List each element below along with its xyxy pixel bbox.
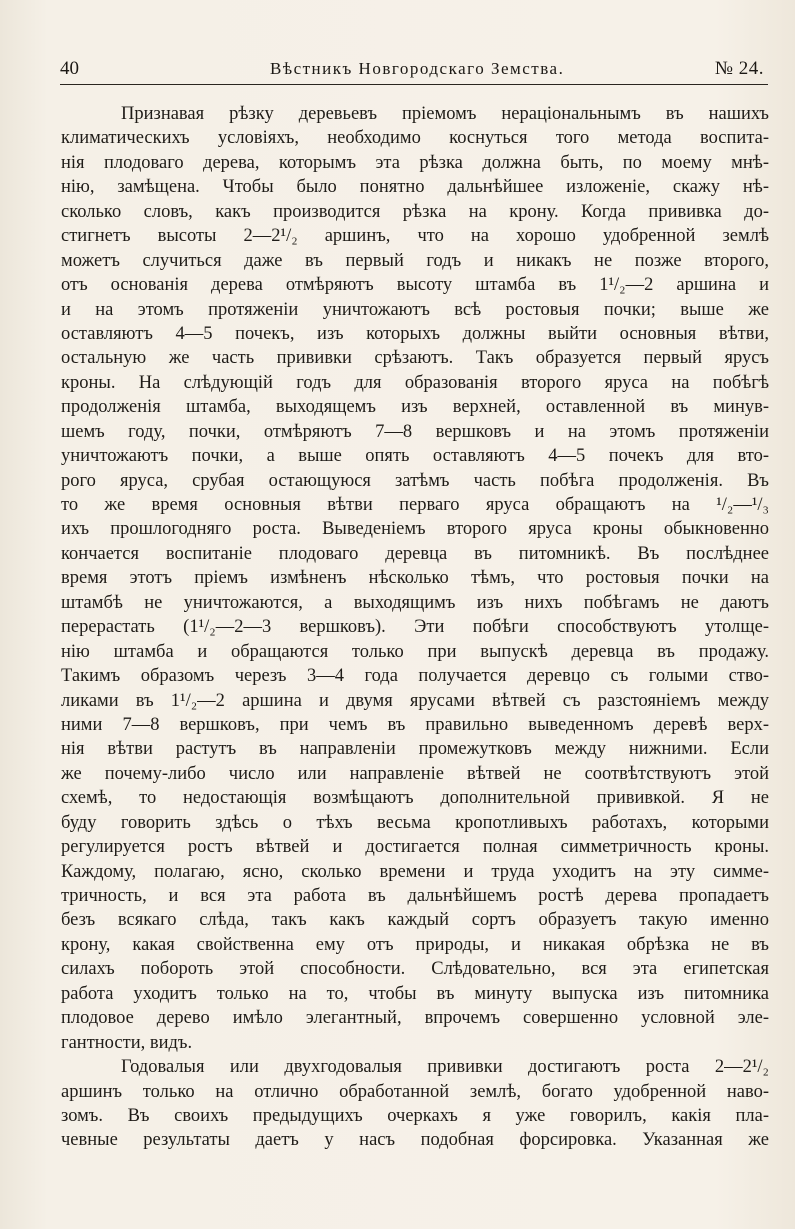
text-line: нія плодоваго дерева, которымъ эта рѣзка должна быть, по моему мнѣ-: [61, 152, 769, 173]
paragraph: [61, 1055, 769, 1153]
text-line: схемѣ, то недостающія возмѣщаютъ дополнительной прививкой. Я не: [61, 788, 769, 809]
text-line: Такимъ образомъ черезъ 3—4 года получается деревцо съ голыми ство-: [61, 666, 769, 687]
text-line: Годовалыя или двухгодовалыя прививки достигаютъ роста 2—2¹/₂: [121, 1057, 769, 1078]
text-line: же почему-либо число или направленіе вѣтвей не соотвѣтствуютъ этой: [61, 763, 769, 784]
text-line: отъ основанія дерева отмѣряютъ высоту штамба въ 1¹/₂—2 аршина и: [61, 275, 769, 296]
text-line: чевные результаты даетъ у насъ подобная форсировка. Указанная же: [61, 1130, 769, 1151]
text-line: то же время основныя вѣтви перваго яруса обращаютъ на ¹/₂—¹/₃: [61, 495, 769, 515]
paragraph: [61, 102, 769, 1055]
text-line: ликами въ 1¹/₂—2 аршина и двумя ярусами вѣтвей съ разстояніемъ между: [61, 690, 769, 711]
text-line: безъ всякаго слѣда, такъ какъ каждый сортъ образуетъ такую именно: [61, 910, 769, 931]
text-line: сколько словъ, какъ производится рѣзка на крону. Когда прививка до-: [61, 201, 769, 222]
text-line: можетъ случиться даже въ первый годъ и никакъ не позже второго,: [61, 250, 769, 271]
article-body: [61, 102, 769, 1153]
text-line: силахъ побороть этой способности. Слѣдовательно, вся эта египетская: [61, 959, 769, 980]
text-line: зомъ. Въ своихъ предыдущихъ очеркахъ я уже говорилъ, какія пла-: [61, 1105, 769, 1126]
text-line: кроны. На слѣдующій годъ для образованія второго яруса на побѣгѣ: [61, 372, 769, 393]
text-line: работа уходитъ только на то, чтобы въ минуту выпуска изъ питомника: [61, 983, 769, 1004]
text-line: шемъ году, почки, отмѣряютъ 7—8 вершковъ и на этомъ протяженіи: [61, 421, 769, 442]
text-line: и на этомъ протяженіи уничтожаютъ всѣ ростовыя почки; выше же: [61, 299, 769, 320]
page-number: 40: [60, 58, 79, 79]
text-line: тричность, и вся эта работа въ дальнѣйшемъ ростѣ дерева пропадаетъ: [61, 886, 769, 906]
text-line: стигнетъ высоты 2—2¹/₂ аршинъ, что на хорошо удобренной землѣ: [61, 226, 769, 247]
text-line: климатическихъ условіяхъ, необходимо коснуться того метода воспита-: [61, 128, 769, 149]
text-line: регулируется ростъ вѣтвей и достигается полная симметричность кроны.: [61, 837, 769, 858]
text-line: буду говорить здѣсь о тѣхъ весьма кропотливыхъ работахъ, которыми: [61, 812, 769, 833]
text-line: штамбѣ не уничтожаются, а выходящимъ изъ нихъ побѣгамъ не даютъ: [61, 592, 769, 613]
text-line: остальную же часть прививки срѣзаютъ. Такъ образуется первый ярусъ: [61, 348, 769, 369]
text-line: уничтожаютъ почки, а выше опять оставляютъ 4—5 почекъ для вто-: [61, 446, 769, 467]
text-line: ихъ прошлогодняго роста. Выведеніемъ второго яруса кроны обыкновенно: [61, 519, 769, 540]
text-line: время этотъ пріемъ измѣненъ нѣсколько тѣмъ, что ростовыя почки на: [61, 568, 769, 589]
text-line: рого яруса, срубая остающуюся затѣмъ часть побѣга продолженія. Въ: [61, 470, 769, 491]
journal-title: Вѣстникъ Новгородскаго Земства.: [270, 59, 565, 78]
text-line: аршинъ только на отлично обработанной землѣ, богато удобренной наво-: [61, 1081, 769, 1102]
text-line: Каждому, полагаю, ясно, сколько времени и труда уходитъ на эту симме-: [61, 861, 769, 882]
text-line: продолженія штамба, выходящемъ изъ верхней, оставленной въ минув-: [61, 397, 769, 418]
issue-number: № 24.: [714, 58, 764, 79]
text-line: крону, какая свойственна ему отъ природы, и никакая обрѣзка не въ: [61, 934, 769, 955]
text-line: нія вѣтви растутъ въ направленіи промежутковъ между нижними. Если: [61, 739, 769, 760]
text-line: кончается воспитаніе плодоваго деревца въ питомникѣ. Въ послѣднее: [61, 543, 769, 564]
text-line: Признавая рѣзку деревьевъ пріемомъ нераціональнымъ въ нашихъ: [121, 104, 769, 124]
text-line: гантности, видъ.: [61, 1032, 193, 1053]
header-rule: [60, 84, 768, 85]
text-line: нію штамба и обращаются только при выпускѣ деревца въ продажу.: [61, 641, 769, 662]
text-line: нію, замѣщена. Чтобы было понятно дальнѣйшее изложеніе, скажу нѣ-: [61, 177, 769, 198]
text-line: плодовое дерево имѣло элегантный, впрочемъ совершенно условной эле-: [61, 1008, 769, 1029]
running-header: [60, 58, 768, 82]
text-line: оставляютъ 4—5 почекъ, изъ которыхъ должны выйти основныя вѣтви,: [61, 323, 769, 344]
text-line: ними 7—8 вершковъ, при чемъ въ правильно выведенномъ деревѣ верх-: [61, 714, 769, 735]
text-line: перерастать (1¹/₂—2—3 вершковъ). Эти побѣги способствуютъ утолще-: [61, 617, 769, 638]
